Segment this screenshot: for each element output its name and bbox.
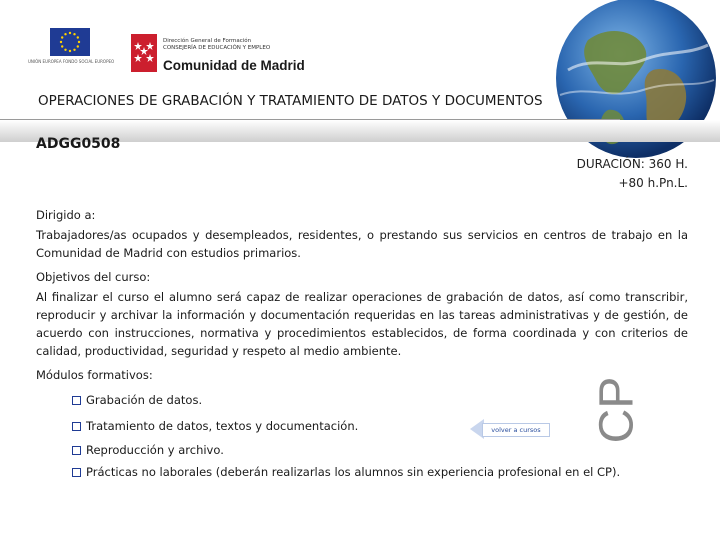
course-title: OPERACIONES DE GRABACIÓN Y TRATAMIENTO DE DATOS Y DOCUMENTOS: [38, 93, 543, 109]
checkbox-bullet-icon: [72, 422, 81, 431]
eu-logo-text: UNIÓN EUROPEA FONDO SOCIAL EUROPEO: [28, 59, 115, 64]
modules-heading: Módulos formativos:: [36, 368, 153, 382]
madrid-logo-subtitle: Dirección General de Formación CONSEJERÍA DE EDUCACIÓN Y EMPLEO: [163, 38, 271, 51]
checkbox-bullet-icon: [72, 396, 81, 405]
audience-heading: Dirigido a:: [36, 208, 96, 222]
comunidad-madrid-logo: [131, 34, 311, 79]
objectives-text: Al finalizar el curso el alumno será capaz de realizar operaciones de grabación de datos, así como transcribir, reproducir y archivar la información y documentación requeridas en las tareas administrativas y de gestión, de acuerdo con instrucciones, normativa y procedimientos establecidos, de forma coordinada y con criterios de calidad, productividad, seguridad y respeto al medio ambiente.: [36, 290, 688, 358]
audience-text: Trabajadores/as ocupados y desempleados, residentes, o prestando sus servicios en centros de trabajo en la Comunidad de Madrid con estudios primarios.: [36, 228, 688, 260]
madrid-logo-name: Comunidad de Madrid: [163, 58, 305, 73]
back-to-courses-button[interactable]: [470, 419, 550, 439]
globe-icon: [548, 0, 720, 172]
title-underline: [0, 119, 620, 120]
eu-flag-icon: [50, 28, 90, 56]
cp-label-text: CP: [590, 376, 644, 444]
madrid-flag-icon: [131, 34, 157, 72]
checkbox-bullet-icon: [72, 468, 81, 477]
objectives-heading: Objetivos del curso:: [36, 270, 151, 284]
eu-logo: [28, 28, 118, 78]
checkbox-bullet-icon: [72, 446, 81, 455]
list-item: Reproducción y archivo.: [72, 443, 224, 457]
duration-hours: DURACIÓN: 360 H.: [576, 157, 688, 171]
list-item: Tratamiento de datos, textos y documentación.: [72, 419, 358, 433]
course-code: ADGG0508: [36, 136, 121, 152]
duration-practice: +80 h.Pn.L.: [618, 176, 688, 190]
course-duration: [577, 155, 688, 193]
list-item: Grabación de datos.: [72, 393, 202, 407]
back-to-courses-label: volver a cursos: [482, 423, 550, 437]
list-item: Prácticas no laborales (deberán realizarlas los alumnos sin experiencia profesional en el CP).: [72, 465, 620, 479]
